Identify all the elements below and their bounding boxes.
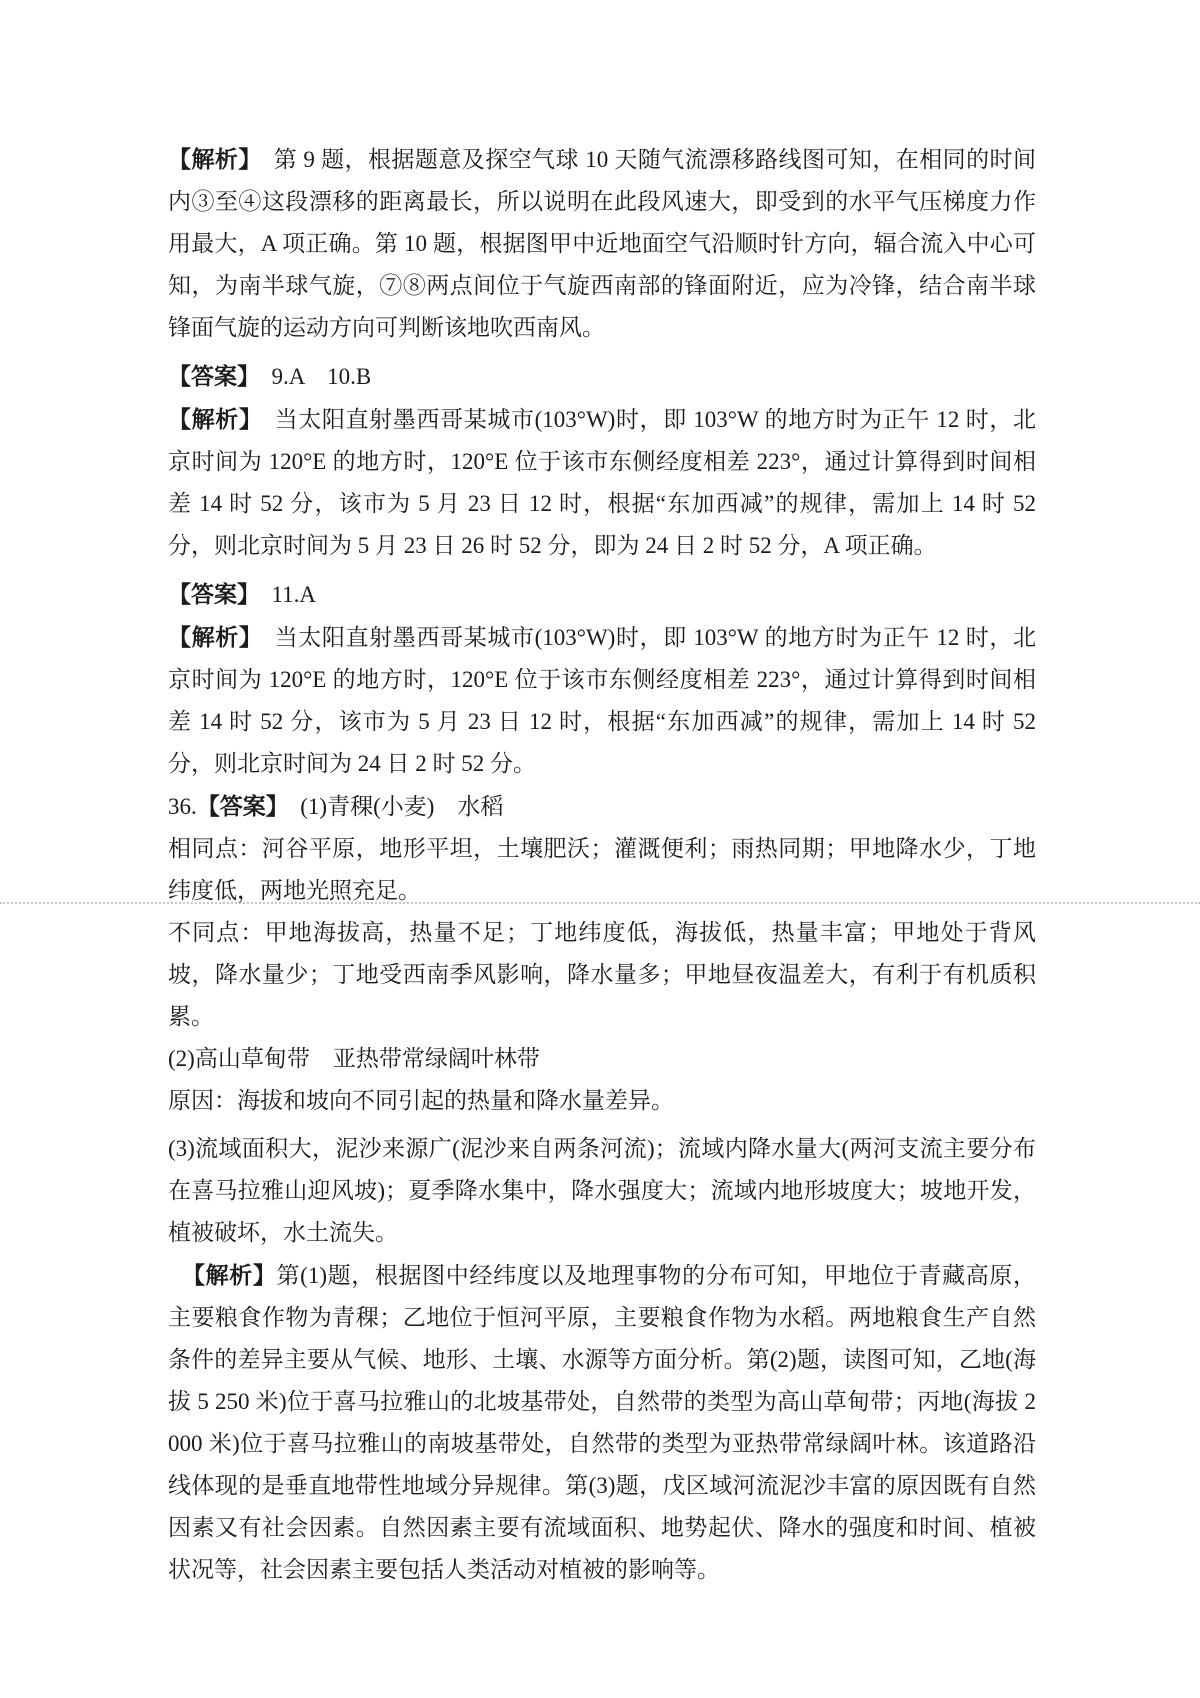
analysis-text: 第 9 题，根据题意及探空气球 10 天随气流漂移路线图可知，在相同的时间内③至④这段漂移的距离最长，所以说明在此段风速大，即受到的水平气压梯度力作用最大，A 项正确。第 10 题，根据图甲中近地面空气沿顺时针方向，辐合流入中心可知，为南半球气旋，⑦⑧两点间位于气旋西南部的锋面附近，应为冷锋，结合南半球锋面气旋的运动方向可判断该地吹西南风。 xyxy=(168,147,1037,340)
answer-line-q36 xyxy=(168,785,1036,828)
analysis-text: 当太阳直射墨西哥某城市(103°W)时，即 103°W 的地方时为正午 12 时，北京时间为 120°E 的地方时，120°E 位于该市东侧经度相差 223°，通过计算得到时间相差 14 时 52 分，该市为 5 月 23 日 12 时，根据“东加西减”的规律，需加上 14 时 52 分，则北京时间为 5 月 23 日 26 时 52 分，即为 24 日 2 时 52 分，A 项正确。 xyxy=(168,407,1037,558)
analysis-label: 【解析】 xyxy=(182,1262,277,1288)
answer-part3-text: (3)流域面积大，泥沙来源广(泥沙来自两条河流)；流域内降水量大(两河支流主要分布在喜马拉雅山迎风坡)；夏季降水集中，降水强度大；流域内地形坡度大；坡地开发，植被破坏，水土流失。 xyxy=(168,1136,1036,1245)
analysis-paragraph-q9-q10 xyxy=(168,138,1036,349)
analysis-text: 第(1)题，根据图中经纬度以及地理事物的分布可知，甲地位于青藏高原，主要粮食作物为青稞；乙地位于恒河平原，主要粮食作物为水稻。两地粮食生产自然条件的差异主要从气候、地形、土壤、水源等方面分析。第(2)题，读图可知，乙地(海拔 5 250 米)位于喜马拉雅山的北坡基带处，自然带的类型为高山草甸带；丙地(海拔 2 000 米)位于喜马拉雅山的南坡基带处，自然带的类型为亚热带常绿阔叶林。该道路沿线体现的是垂直地带性地域分异规律。第(3)题，戊区域河流泥沙丰富的原因既有自然因素又有社会因素。自然因素主要有流域面积、地势起伏、降水的强度和时间、植被状况等，社会因素主要包括人类活动对植被的影响等。 xyxy=(168,1263,1037,1582)
analysis-label: 【解析】 xyxy=(168,146,251,172)
answer-line-q9-q10 xyxy=(168,355,1036,398)
answer-label: 【答案】 xyxy=(196,793,278,819)
document-body xyxy=(168,138,1036,1591)
answer-text: (1)青稞(小麦) 水稻 xyxy=(277,794,504,819)
answer-label: 【答案】 xyxy=(168,581,249,607)
analysis-text: 当太阳直射墨西哥某城市(103°W)时，即 103°W 的地方时为正午 12 时，北京时间为 120°E 的地方时，120°E 位于该市东侧经度相差 223°，通过计算得到时间相差 14 时 52 分，该市为 5 月 23 日 12 时，根据“东加西减”的规律，需加上 14 时 52 分，则北京时间为 24 日 2 时 52 分。 xyxy=(168,625,1037,776)
answer-text: 11.A xyxy=(248,582,317,607)
answer-part2-text: (2)高山草甸带 亚热带常绿阔叶林带 xyxy=(168,1046,540,1071)
analysis-paragraph-q11-first xyxy=(168,398,1036,567)
analysis-paragraph-q11-second xyxy=(168,616,1036,785)
answer-part2-line xyxy=(168,1038,1036,1080)
differences-paragraph xyxy=(168,912,1036,1038)
answer-part3-paragraph xyxy=(168,1128,1036,1254)
analysis-label: 【解析】 xyxy=(168,624,252,650)
answer-label: 【答案】 xyxy=(168,363,249,389)
question-number: 36. xyxy=(168,794,197,819)
analysis-paragraph-q36 xyxy=(168,1254,1036,1591)
reason-text: 原因：海拔和坡向不同引起的热量和降水量差异。 xyxy=(168,1088,674,1113)
analysis-label: 【解析】 xyxy=(168,406,252,432)
similarities-paragraph xyxy=(168,828,1036,912)
differences-text: 不同点：甲地海拔高，热量不足；丁地纬度低，海拔低，热量丰富；甲地处于背风坡，降水量少；丁地受西南季风影响，降水量多；甲地昼夜温差大，有利于有机质积累。 xyxy=(168,920,1036,1029)
answer-text: 9.A 10.B xyxy=(248,364,372,389)
answer-line-q11 xyxy=(168,573,1036,616)
reason-line xyxy=(168,1080,1036,1122)
similarities-text: 相同点：河谷平原，地形平坦，土壤肥沃；灌溉便利；雨热同期；甲地降水少，丁地纬度低，两地光照充足。 xyxy=(168,836,1036,903)
